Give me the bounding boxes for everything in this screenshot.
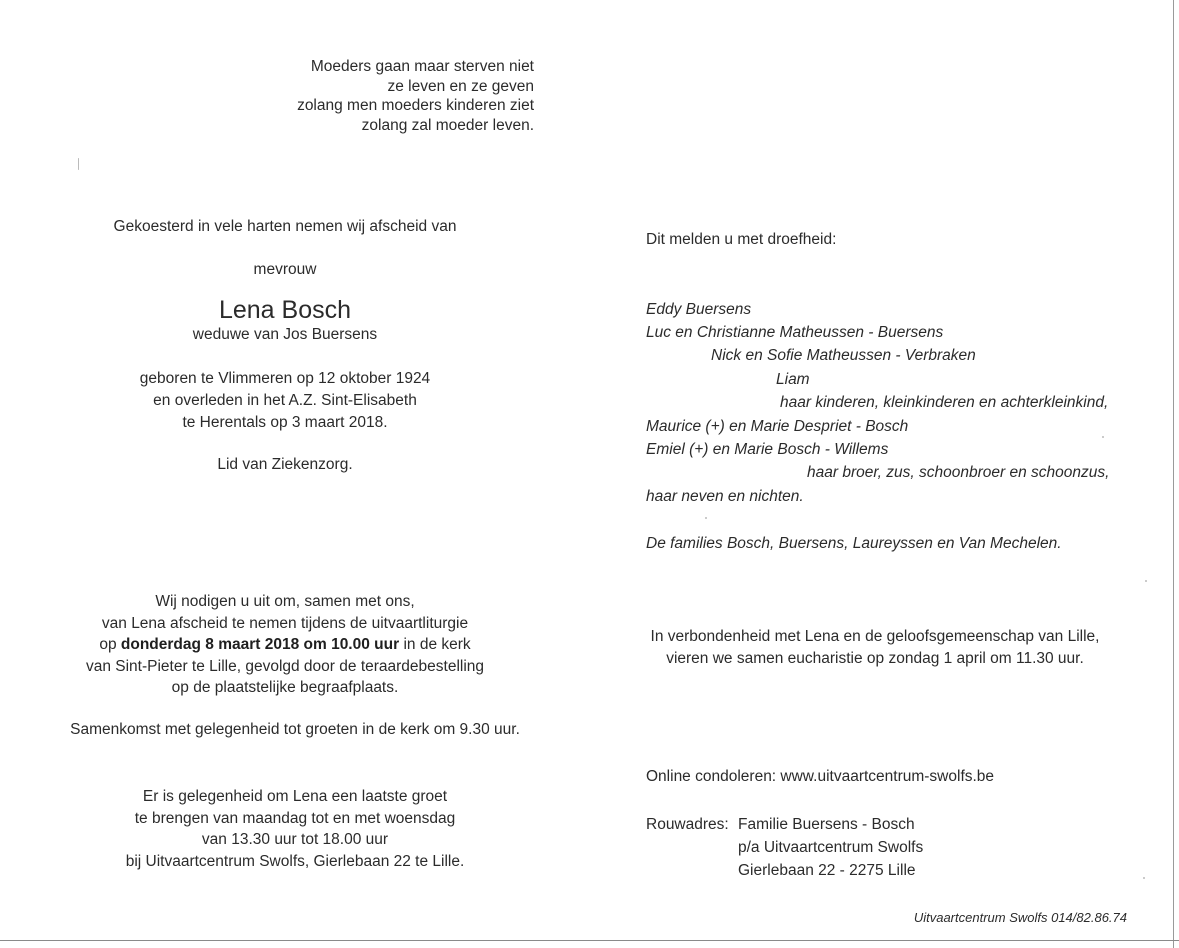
mourning-address [738, 813, 923, 882]
eucharist-line: vieren we samen eucharistie op zondag 1 april om 11.30 uur. [666, 650, 1084, 667]
farewell-line: bij Uitvaartcentrum Swolfs, Gierlebaan 22 te Lille. [125, 852, 465, 870]
funeral-home-footer: Uitvaartcentrum Swolfs 014/82.86.74 [913, 910, 1127, 925]
invite-line: van Lena afscheid te nemen tijdens de uitvaartliturgie [101, 614, 469, 632]
scan-speck [78, 158, 79, 170]
scan-speck [1102, 436, 1104, 438]
family-relation: haar neven en nichten. [646, 488, 804, 505]
address-line: p/a Uitvaartcentrum Swolfs [738, 839, 924, 856]
intro-text: Gekoesterd in vele harten nemen wij afscheid van [113, 218, 457, 235]
family-member: Eddy Buersens [646, 301, 752, 318]
page-edge-right [1173, 0, 1174, 948]
invite-date-prefix: op [99, 636, 121, 653]
funeral-date-time: donderdag 8 maart 2018 om 10.00 uur [120, 636, 400, 653]
family-member: Nick en Sofie Matheussen - Verbraken [711, 347, 976, 364]
family-relation: haar kinderen, kleinkinderen en achterkleinkind, [780, 394, 1109, 411]
scan-speck [1143, 877, 1145, 879]
online-condolences: Online condoleren: www.uitvaartcentrum-swolfs.be [646, 768, 995, 785]
invite-line-date [40, 634, 530, 656]
farewell-info [40, 786, 550, 872]
gathering-info: Samenkomst met gelegenheid tot groeten in de kerk om 9.30 uur. [70, 721, 520, 738]
address-line: Gierlebaan 22 - 2275 Lille [738, 862, 916, 879]
family-member: Liam [776, 371, 810, 388]
invite-line: op de plaatstelijke begraafplaats. [171, 679, 399, 696]
family-member: Luc en Christianne Matheussen - Buersens [646, 324, 944, 341]
funeral-invitation [40, 591, 530, 699]
family-member: Emiel (+) en Marie Bosch - Willems [646, 441, 889, 458]
invite-line: van Sint-Pieter te Lille, gevolgd door de teraardebestelling [85, 657, 485, 675]
invite-date-suffix: in de kerk [399, 636, 471, 653]
family-relation: haar broer, zus, schoonbroer en schoonzus, [807, 464, 1110, 481]
scan-speck [1145, 580, 1147, 582]
farewell-line: Er is gelegenheid om Lena een laatste groet [142, 788, 448, 805]
farewell-line: te brengen van maandag tot en met woensdag [134, 809, 456, 827]
death-place-line: te Herentals op 3 maart 2018. [182, 414, 388, 431]
farewell-line: van 13.30 uur tot 18.00 uur [201, 831, 389, 848]
family-member: Maurice (+) en Marie Despriet - Bosch [646, 418, 909, 435]
poem-line: zolang men moeders kinderen ziet [297, 97, 534, 114]
membership: Lid van Ziekenzorg. [217, 456, 353, 473]
poem-line: Moeders gaan maar sterven niet [310, 58, 534, 75]
address-label: Rouwadres: [646, 816, 729, 833]
poem [297, 57, 534, 135]
poem-line: ze leven en ze geven [387, 77, 534, 95]
eucharist-line: In verbondenheid met Lena en de geloofsgemeenschap van Lille, [650, 628, 1100, 645]
eucharist-info [640, 626, 1110, 670]
address-line: Familie Buersens - Bosch [738, 816, 915, 833]
birth-line: geboren te Vlimmeren op 12 oktober 1924 [139, 370, 431, 387]
scan-speck [705, 517, 707, 519]
invite-line: Wij nodigen u uit om, samen met ons, [155, 593, 415, 610]
poem-line: zolang zal moeder leven. [361, 116, 534, 134]
death-line: en overleden in het A.Z. Sint-Elisabeth [153, 392, 417, 409]
salutation: mevrouw [253, 261, 317, 278]
family-relation: De families Bosch, Buersens, Laureyssen en Van Mechelen. [646, 535, 1062, 552]
page-edge-bottom [0, 940, 1179, 941]
birth-death-info [40, 368, 530, 434]
deceased-name: Lena Bosch [218, 296, 352, 324]
announcement: Dit melden u met droefheid: [646, 231, 837, 248]
widow-of: weduwe van Jos Buersens [192, 326, 378, 343]
